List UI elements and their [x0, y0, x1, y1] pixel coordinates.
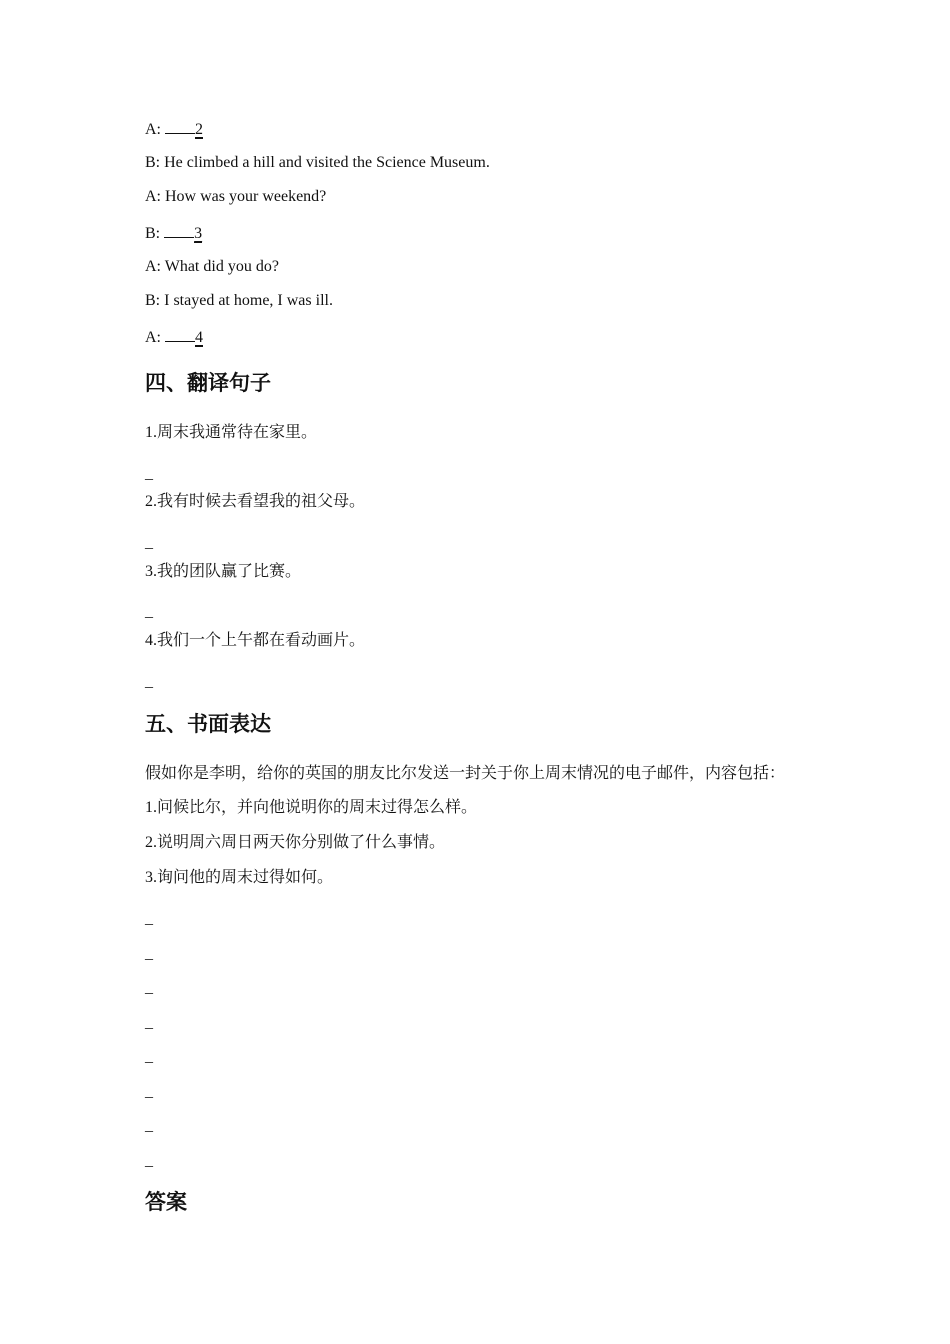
speaker-label: A:	[145, 121, 161, 138]
writing-prompt: 假如你是李明，给你的英国的朋友比尔发送一封关于你上周末情况的电子邮件，内容包括：	[145, 765, 786, 782]
writing-answer-line-2[interactable]: _	[145, 945, 153, 962]
dialogue-line-5	[145, 257, 279, 277]
dialogue-text: How was your weekend?	[165, 188, 327, 205]
writing-answer-line-8[interactable]: _	[145, 1152, 153, 1169]
dialogue-line-1	[145, 118, 203, 140]
speaker-label: A:	[145, 188, 161, 205]
translation-answer-line-3[interactable]: _	[145, 603, 153, 620]
writing-point-3: 3.询问他的周末过得如何。	[145, 869, 334, 886]
writing-answer-line-1[interactable]: _	[145, 910, 153, 927]
dialogue-line-4	[145, 222, 202, 244]
answer-blank[interactable]: 3	[164, 222, 202, 244]
translation-item-3: 3.我的团队赢了比赛。	[145, 563, 302, 580]
writing-point-1: 1.问候比尔，并向他说明你的周末过得怎么样。	[145, 799, 478, 816]
answer-blank[interactable]: 4	[165, 326, 203, 348]
translation-item-2: 2.我有时候去看望我的祖父母。	[145, 493, 366, 510]
translation-answer-line-2[interactable]: _	[145, 534, 153, 551]
translation-answer-line-4[interactable]: _	[145, 673, 153, 690]
speaker-label: B:	[145, 154, 161, 171]
writing-answer-line-7[interactable]: _	[145, 1117, 153, 1134]
writing-answer-line-3[interactable]: _	[145, 979, 153, 996]
translation-item-1: 1.周末我通常待在家里。	[145, 424, 318, 441]
dialogue-text: What did you do?	[164, 258, 279, 275]
writing-point-2: 2.说明周六周日两天你分别做了什么事情。	[145, 834, 446, 851]
section-4-heading: 四、翻译句子	[145, 371, 271, 395]
speaker-label: B:	[145, 292, 161, 309]
section-5-heading: 五、书面表达	[145, 712, 271, 736]
translation-answer-line-1[interactable]: _	[145, 465, 153, 482]
dialogue-text: He climbed a hill and visited the Science Museum.	[164, 154, 490, 171]
dialogue-line-3	[145, 187, 326, 207]
writing-answer-line-5[interactable]: _	[145, 1048, 153, 1065]
speaker-label: A:	[145, 329, 161, 346]
speaker-label: A:	[145, 258, 161, 275]
writing-answer-line-4[interactable]: _	[145, 1014, 153, 1031]
speaker-label: B:	[145, 225, 161, 242]
answer-blank[interactable]: 2	[165, 118, 203, 140]
dialogue-text: I stayed at home, I was ill.	[164, 292, 333, 309]
writing-answer-line-6[interactable]: _	[145, 1083, 153, 1100]
dialogue-line-6	[145, 291, 333, 311]
dialogue-line-7	[145, 326, 203, 348]
translation-item-4: 4.我们一个上午都在看动画片。	[145, 632, 366, 649]
dialogue-line-2	[145, 153, 490, 173]
answers-heading: 答案	[145, 1190, 187, 1214]
